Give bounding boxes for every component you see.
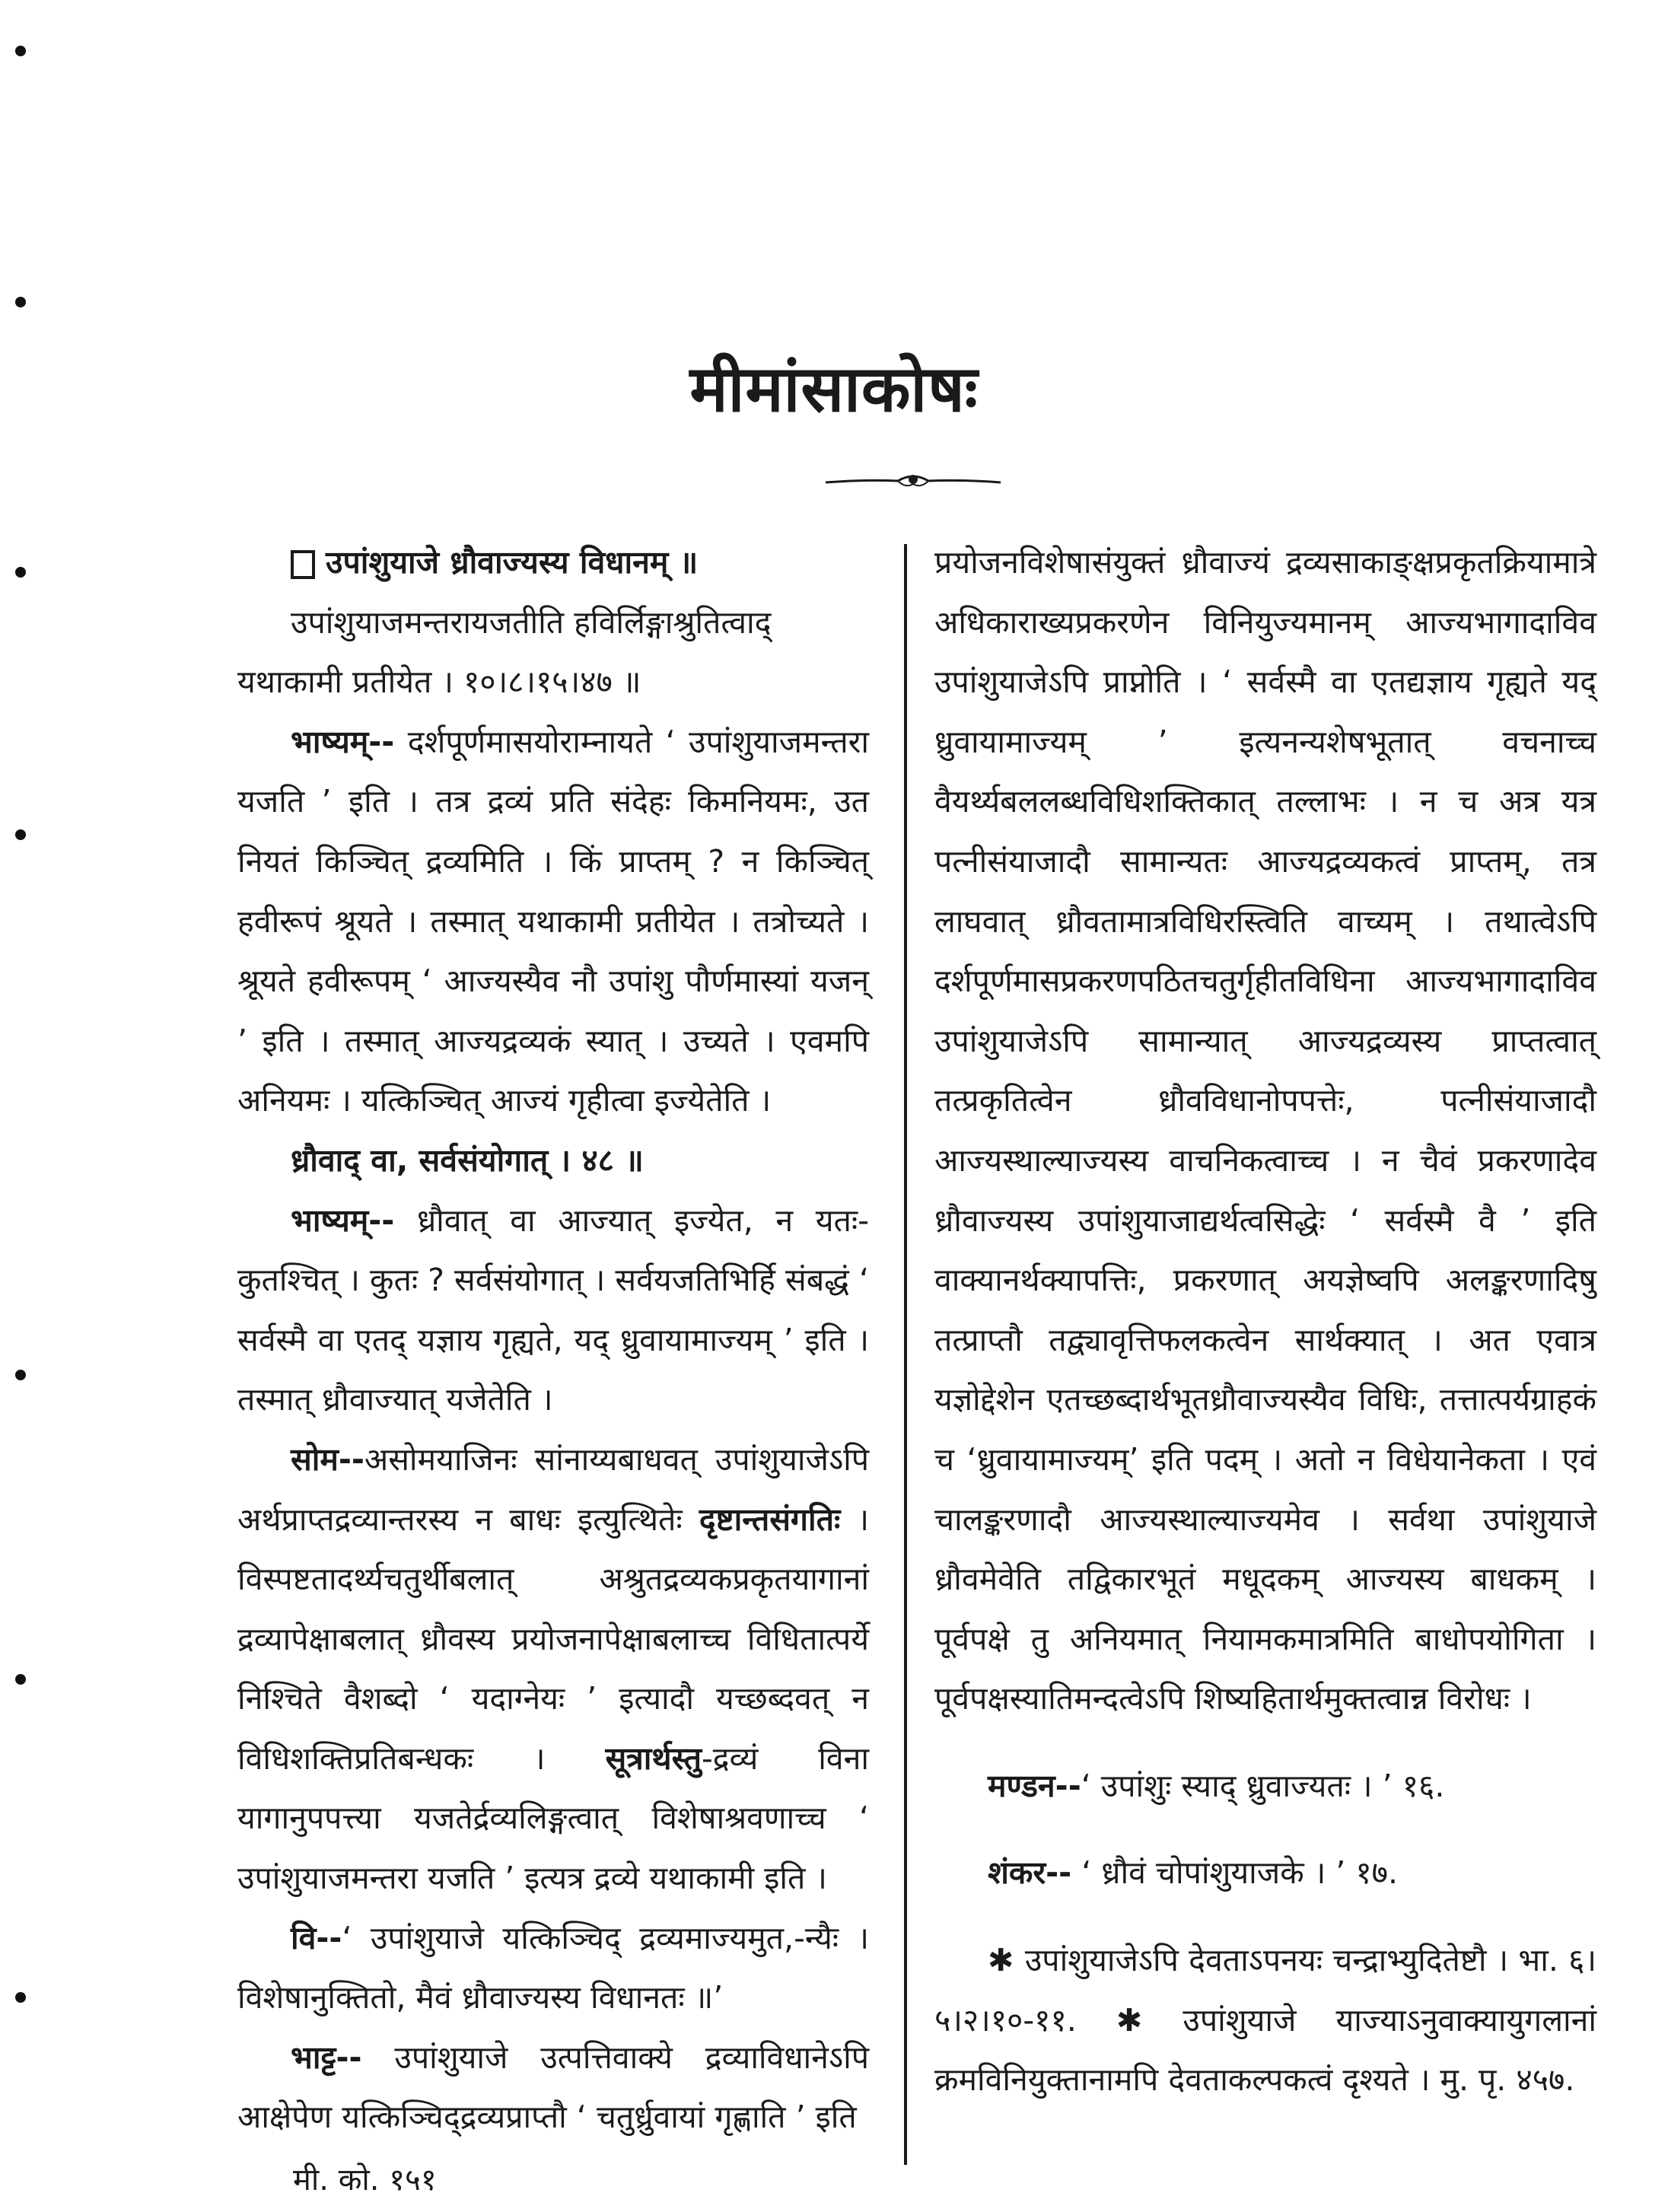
- sutra-line: ध्रौवाद् वा, सर्वसंयोगात् । ४८ ॥: [291, 1141, 644, 1179]
- cross-reference-note: ✱ उपांशुयाजेऽपि देवताऽपनयः चन्द्राभ्युदितेष्टौ । भा. ६।५।२।१०-११. ✱ उपांशुयाजे याज्याऽनुवाक्यायुगलानां क्रमविनियुक्तानामपि देवताकल्पकत्वं दृश्यते । मु. पृ. ४५७.: [934, 1942, 1596, 2099]
- mandana-line: मण्डन--‘ उपांशुः स्याद् ध्रुवाज्यतः । ’ १६.: [988, 1767, 1445, 1804]
- sutra-line: उपांशुयाजमन्तरायजतीति हविर्लिङ्गाश्रुतित्वाद्: [291, 603, 772, 641]
- margin-dot: [15, 1370, 26, 1380]
- column-divider: [904, 544, 907, 2165]
- square-mark-icon: [291, 550, 315, 579]
- bhashya-paragraph: भाष्यम्-- दर्शपूर्णमासयोराम्नायते ‘ उपांशुयाजमन्तरा यजति ’ इति । तत्र द्रव्यं प्रति संदेहः किमनियमः, उत नियतं किञ्चित् द्रव्यमिति । किं प्राप्तम् ? न किञ्चित् हवीरूपं श्रूयते । तस्मात् यथाकामी प्रतीयेत । तत्रोच्यते । श्रूयते हवीरूपम् ‘ आज्यस्यैव नौ उपांशु पौर्णमास्यां यजन् ’ इति । तस्मात् आज्यद्रव्यकं स्यात् । उच्यते । एवमपि अनियमः । यत्किञ्चित् आज्यं गृहीत्वा इज्येतेति ।: [237, 723, 869, 1119]
- page-title: मीमांसाकोषः: [689, 352, 979, 426]
- asterisk-icon: ✱: [988, 1942, 1025, 1979]
- vi-paragraph: वि--‘ उपांशुयाजे यत्किञ्चिद् द्रव्यमाज्यमुत,-न्यैः । विशेषानुक्तितो, मैवं ध्रौवाज्यस्य विधानतः ॥’: [237, 1919, 869, 2016]
- bhashya-label: भाष्यम्--: [291, 1201, 395, 1239]
- margin-dot: [15, 1992, 26, 2003]
- soma-label: सोम--: [291, 1440, 364, 1478]
- commentary-paragraph: प्रयोजनविशेषासंयुक्तं ध्रौवाज्यं द्रव्यसाकाङ्क्षप्रकृतक्रियामात्रे अधिकाराख्यप्रकरणेन विनियुज्यमानम् आज्यभागादाविव उपांशुयाजेऽपि प्राप्नोति । ‘ सर्वस्मै वा एतद्यज्ञाय गृह्यते यद् ध्रुवायामाज्यम् ’ इत्यनन्यशेषभूतात् वचनाच्च वैयर्थ्यबललब्धविधिशक्तिकात् तल्लाभः । न च अत्र यत्र पत्नीसंयाजादौ सामान्यतः आज्यद्रव्यकत्वं प्राप्तम्, तत्र लाघवात् ध्रौवतामात्रविधिरस्त्विति वाच्यम् । तथात्वेऽपि दर्शपूर्णमासप्रकरणपठितचतुर्गृहीतविधिना आज्यभागादाविव उपांशुयाजेऽपि सामान्यात् आज्यद्रव्यस्य प्राप्तत्वात् तत्प्रकृतित्वेन ध्रौवविधानोपपत्तेः, पत्नीसंयाजादौ आज्यस्थाल्याज्यस्य वाचनिकत्वाच्च । न चैवं प्रकरणादेव ध्रौवाज्यस्य उपांशुयाजाद्यर्थत्वसिद्धेः ‘ सर्वस्मै वै ’ इति वाक्यानर्थक्यापत्तिः, प्रकरणात् अयज्ञेष्वपि अलङ्करणादिषु तत्प्राप्तौ तद्व्यावृत्तिफलकत्वेन सार्थक्यात् । अत एवात्र यज्ञोद्देशेन एतच्छब्दार्थभूतध्रौवाज्यस्यैव विधिः, तत्तात्पर्यग्राहकं च ‘ध्रुवायामाज्यम्’ इति पदम् । अतो न विधेयानेकता । एवं चालङ्करणादौ आज्यस्थाल्याज्यमेव । सर्वथा उपांशुयाजे ध्रौवमेवेति तद्विकारभूतं मधूदकम् आज्यस्य बाधकम् । पूर्वपक्षे तु अनियमात् नियामकमात्रमिति बाधोपयोगिता । पूर्वपक्षस्यातिमन्दत्वेऽपि शिष्यहितार्थमुक्तत्वान्न विरोधः ।: [934, 544, 1596, 1717]
- shankara-line: शंकर-- ‘ ध्रौवं चोपांशुयाजके । ’ १७.: [988, 1854, 1399, 1892]
- sutra-line: यथाकामी प्रतीयेत । १०।८।१५।४७ ॥: [237, 664, 641, 701]
- shankara-label: शंकर--: [988, 1854, 1072, 1892]
- soma-paragraph: सोम--असोमयाजिनः सांनाय्यबाधवत् उपांशुयाजेऽपि अर्थप्राप्तद्रव्यान्तरस्य न बाधः इत्युत्थितेः दृष्टान्तसंगतिः । विस्पष्टतादर्थ्यचतुर्थीबलात् अश्रुतद्रव्यकप्रकृतयागानां द्रव्यापेक्षाबलात् ध्रौवस्य प्रयोजनापेक्षाबलाच्च विधितात्पर्ये निश्चिते वैशब्दो ‘ यदाग्नेयः ’ इत्यादौ यच्छब्दवत् न विधिशक्तिप्रतिबन्धकः । सूत्रार्थस्तु-द्रव्यं विना यागानुपपत्त्या यजतेर्द्रव्यलिङ्गत्वात् विशेषाश्रवणाच्च ‘ उपांशुयाजमन्तरा यजति ’ इत्यत्र द्रव्ये यथाकामी इति ।: [237, 1440, 869, 1897]
- margin-dot: [15, 1674, 26, 1685]
- ornament-divider-icon: [822, 466, 1004, 496]
- margin-dot: [15, 297, 26, 307]
- bhatta-paragraph: भाट्ट-- उपांशुयाजे उत्पत्तिवाक्ये द्रव्याविधानेऽपि आक्षेपेण यत्किञ्चिद्द्रव्यप्राप्तौ ‘ चतुर्ध्रुवायां गृह्णाति ’ इति: [237, 2039, 869, 2136]
- margin-dot: [15, 829, 26, 840]
- mandana-label: मण्डन--: [988, 1767, 1081, 1804]
- right-column: [934, 533, 1596, 2110]
- bhashya-paragraph: भाष्यम्-- ध्रौवात् वा आज्यात् इज्येत, न यतः-कुतश्चित् । कुतः ? सर्वसंयोगात् । सर्वयजतिभिर्हि संबद्धं ‘ सर्वस्मै वा एतद् यज्ञाय गृह्यते, यद् ध्रुवायामाज्यम् ’ इति । तस्मात् ध्रौवाज्यात् यजेतेति ।: [237, 1201, 869, 1418]
- vi-label: वि--: [291, 1919, 342, 1956]
- left-column: [237, 533, 869, 2147]
- sutra-heading: उपांशुयाजे ध्रौवाज्यस्य विधानम् ॥: [237, 533, 869, 593]
- margin-dot: [15, 46, 26, 56]
- bhatta-label: भाट्ट--: [291, 2039, 362, 2076]
- margin-dot: [15, 567, 26, 578]
- asterisk-icon: ✱: [1116, 2001, 1183, 2039]
- signature-mark: मी. को. १५१: [293, 2163, 437, 2198]
- bhashya-label: भाष्यम्--: [291, 723, 395, 760]
